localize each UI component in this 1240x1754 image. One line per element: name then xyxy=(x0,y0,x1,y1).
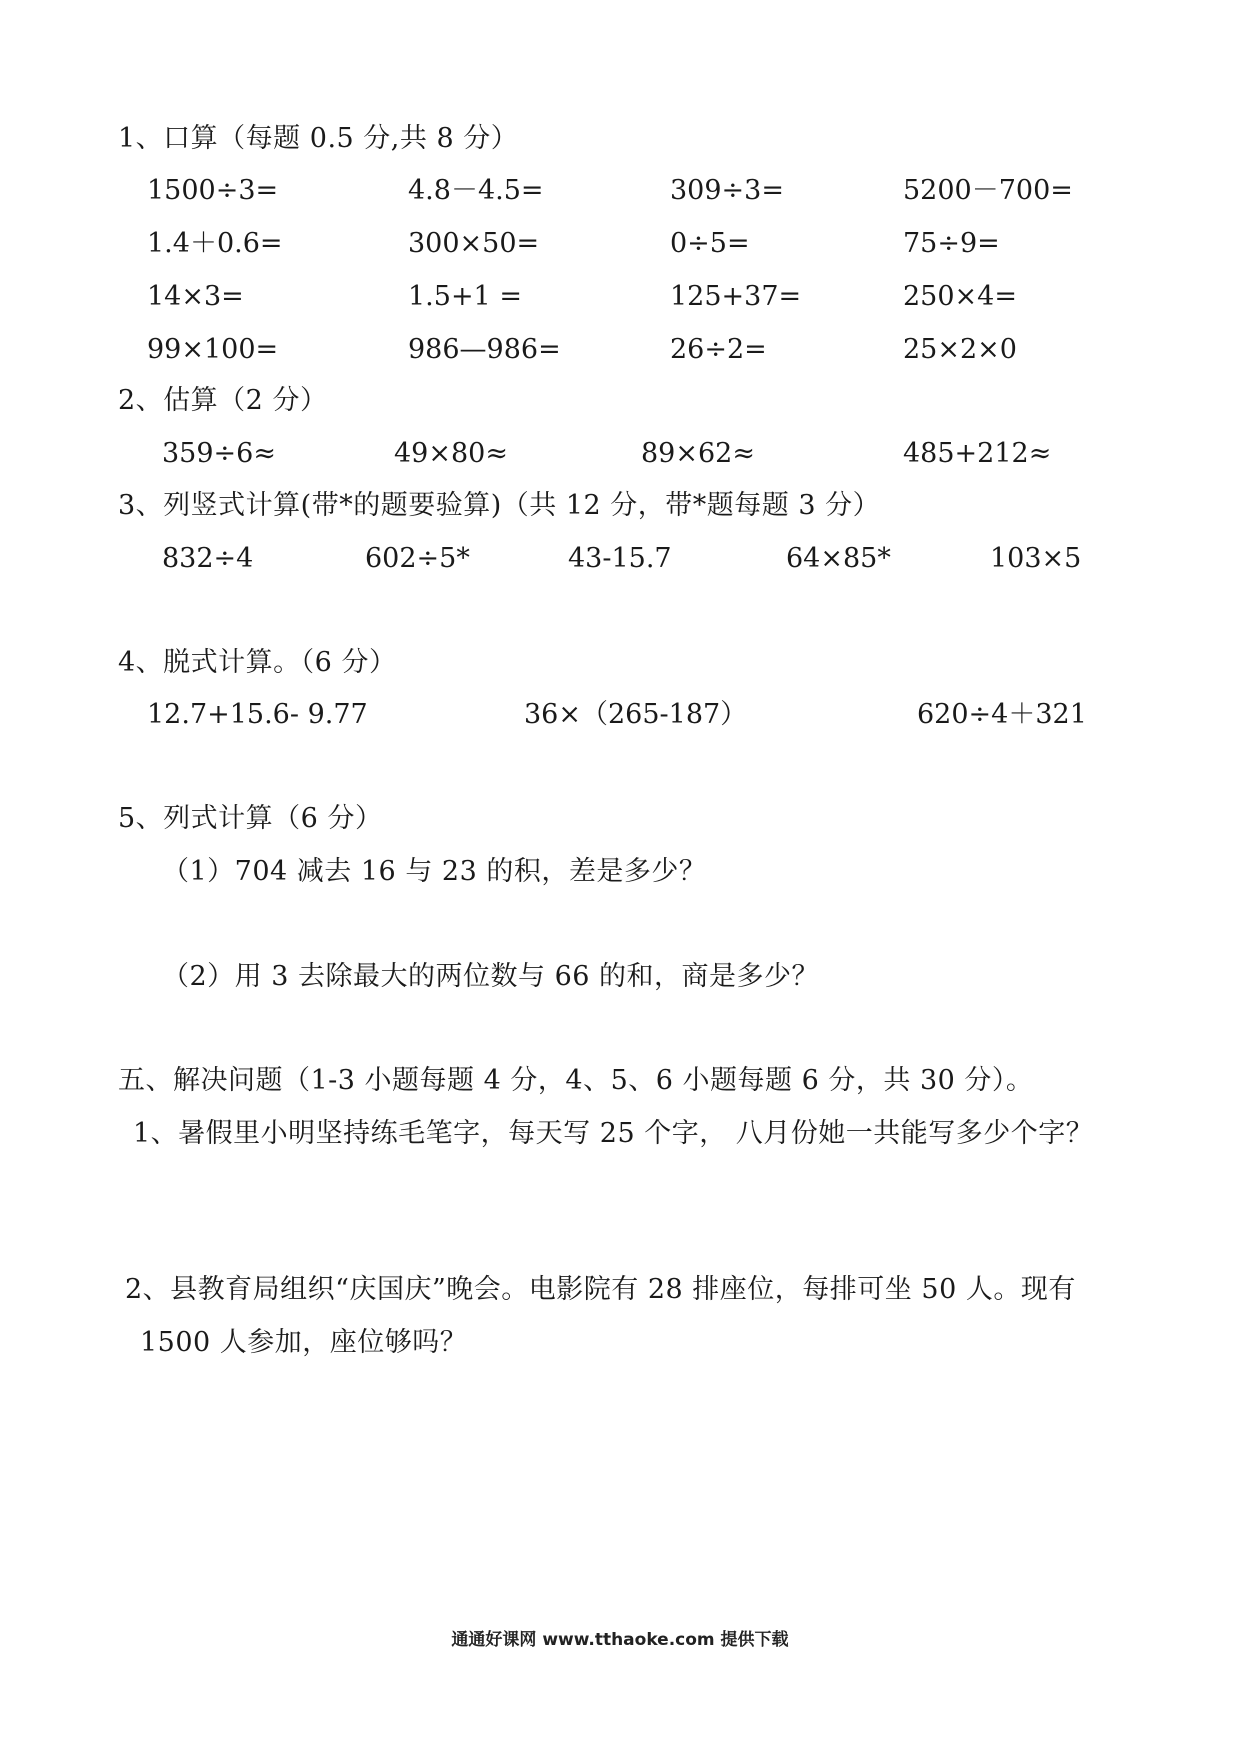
oral-calc-item: 5200－700= xyxy=(903,175,1073,206)
page-footer: 通通好课网 www.tthaoke.com 提供下载 xyxy=(451,1630,789,1650)
section2-heading: 2、估算（2 分） xyxy=(118,385,328,416)
oral-calc-item: 1.4＋0.6= xyxy=(147,228,283,259)
estimate-item: 359÷6≈ xyxy=(162,438,276,469)
oral-calc-item: 1.5+1 = xyxy=(408,281,522,312)
step-calc-item: 620÷4＋321 xyxy=(917,699,1087,730)
oral-calc-item: 300×50= xyxy=(408,228,540,259)
problem-solving-heading: 五、解决问题（1-3 小题每题 4 分，4、5、6 小题每题 6 分，共 30 分）。 xyxy=(118,1065,1034,1096)
oral-calc-item: 26÷2= xyxy=(670,334,767,365)
vertical-calc-item: 103×5 xyxy=(990,543,1082,574)
oral-calc-item: 125+37= xyxy=(670,281,802,312)
vertical-calc-item: 602÷5* xyxy=(365,543,470,574)
section4-heading: 4、脱式计算。（6 分） xyxy=(118,647,397,678)
oral-calc-item: 25×2×0 xyxy=(903,334,1017,365)
oral-calc-item: 99×100= xyxy=(147,334,279,365)
vertical-calc-item: 64×85* xyxy=(786,543,891,574)
section5-heading: 5、列式计算（6 分） xyxy=(118,803,383,834)
estimate-item: 485+212≈ xyxy=(903,438,1052,469)
step-calc-item: 36×（265-187） xyxy=(524,699,748,730)
word-problem: 1、暑假里小明坚持练毛笔字，每天写 25 个字， 八月份她一共能写多少个字？ xyxy=(133,1118,1094,1149)
vertical-calc-item: 43-15.7 xyxy=(568,543,672,574)
word-calc-question: （2）用 3 去除最大的两位数与 66 的和，商是多少？ xyxy=(162,961,820,992)
estimate-item: 49×80≈ xyxy=(394,438,508,469)
oral-calc-item: 1500÷3= xyxy=(147,175,279,206)
oral-calc-item: 309÷3= xyxy=(670,175,784,206)
oral-calc-item: 986—986= xyxy=(408,334,561,365)
vertical-calc-item: 832÷4 xyxy=(162,543,254,574)
estimate-item: 89×62≈ xyxy=(641,438,755,469)
section1-heading: 1、口算（每题 0.5 分,共 8 分） xyxy=(118,123,519,154)
word-problem-continued: 1500 人参加，座位够吗？ xyxy=(140,1327,468,1358)
word-calc-question: （1）704 减去 16 与 23 的积，差是多少？ xyxy=(162,856,707,887)
oral-calc-item: 4.8－4.5= xyxy=(408,175,544,206)
oral-calc-item: 14×3= xyxy=(147,281,244,312)
word-problem: 2、县教育局组织“庆国庆”晚会。电影院有 28 排座位，每排可坐 50 人。现有 xyxy=(125,1274,1076,1305)
oral-calc-item: 250×4= xyxy=(903,281,1017,312)
section3-heading: 3、列竖式计算(带*的题要验算)（共 12 分，带*题每题 3 分） xyxy=(118,490,881,521)
oral-calc-item: 75÷9= xyxy=(903,228,1000,259)
step-calc-item: 12.7+15.6- 9.77 xyxy=(147,699,368,730)
oral-calc-item: 0÷5= xyxy=(670,228,750,259)
